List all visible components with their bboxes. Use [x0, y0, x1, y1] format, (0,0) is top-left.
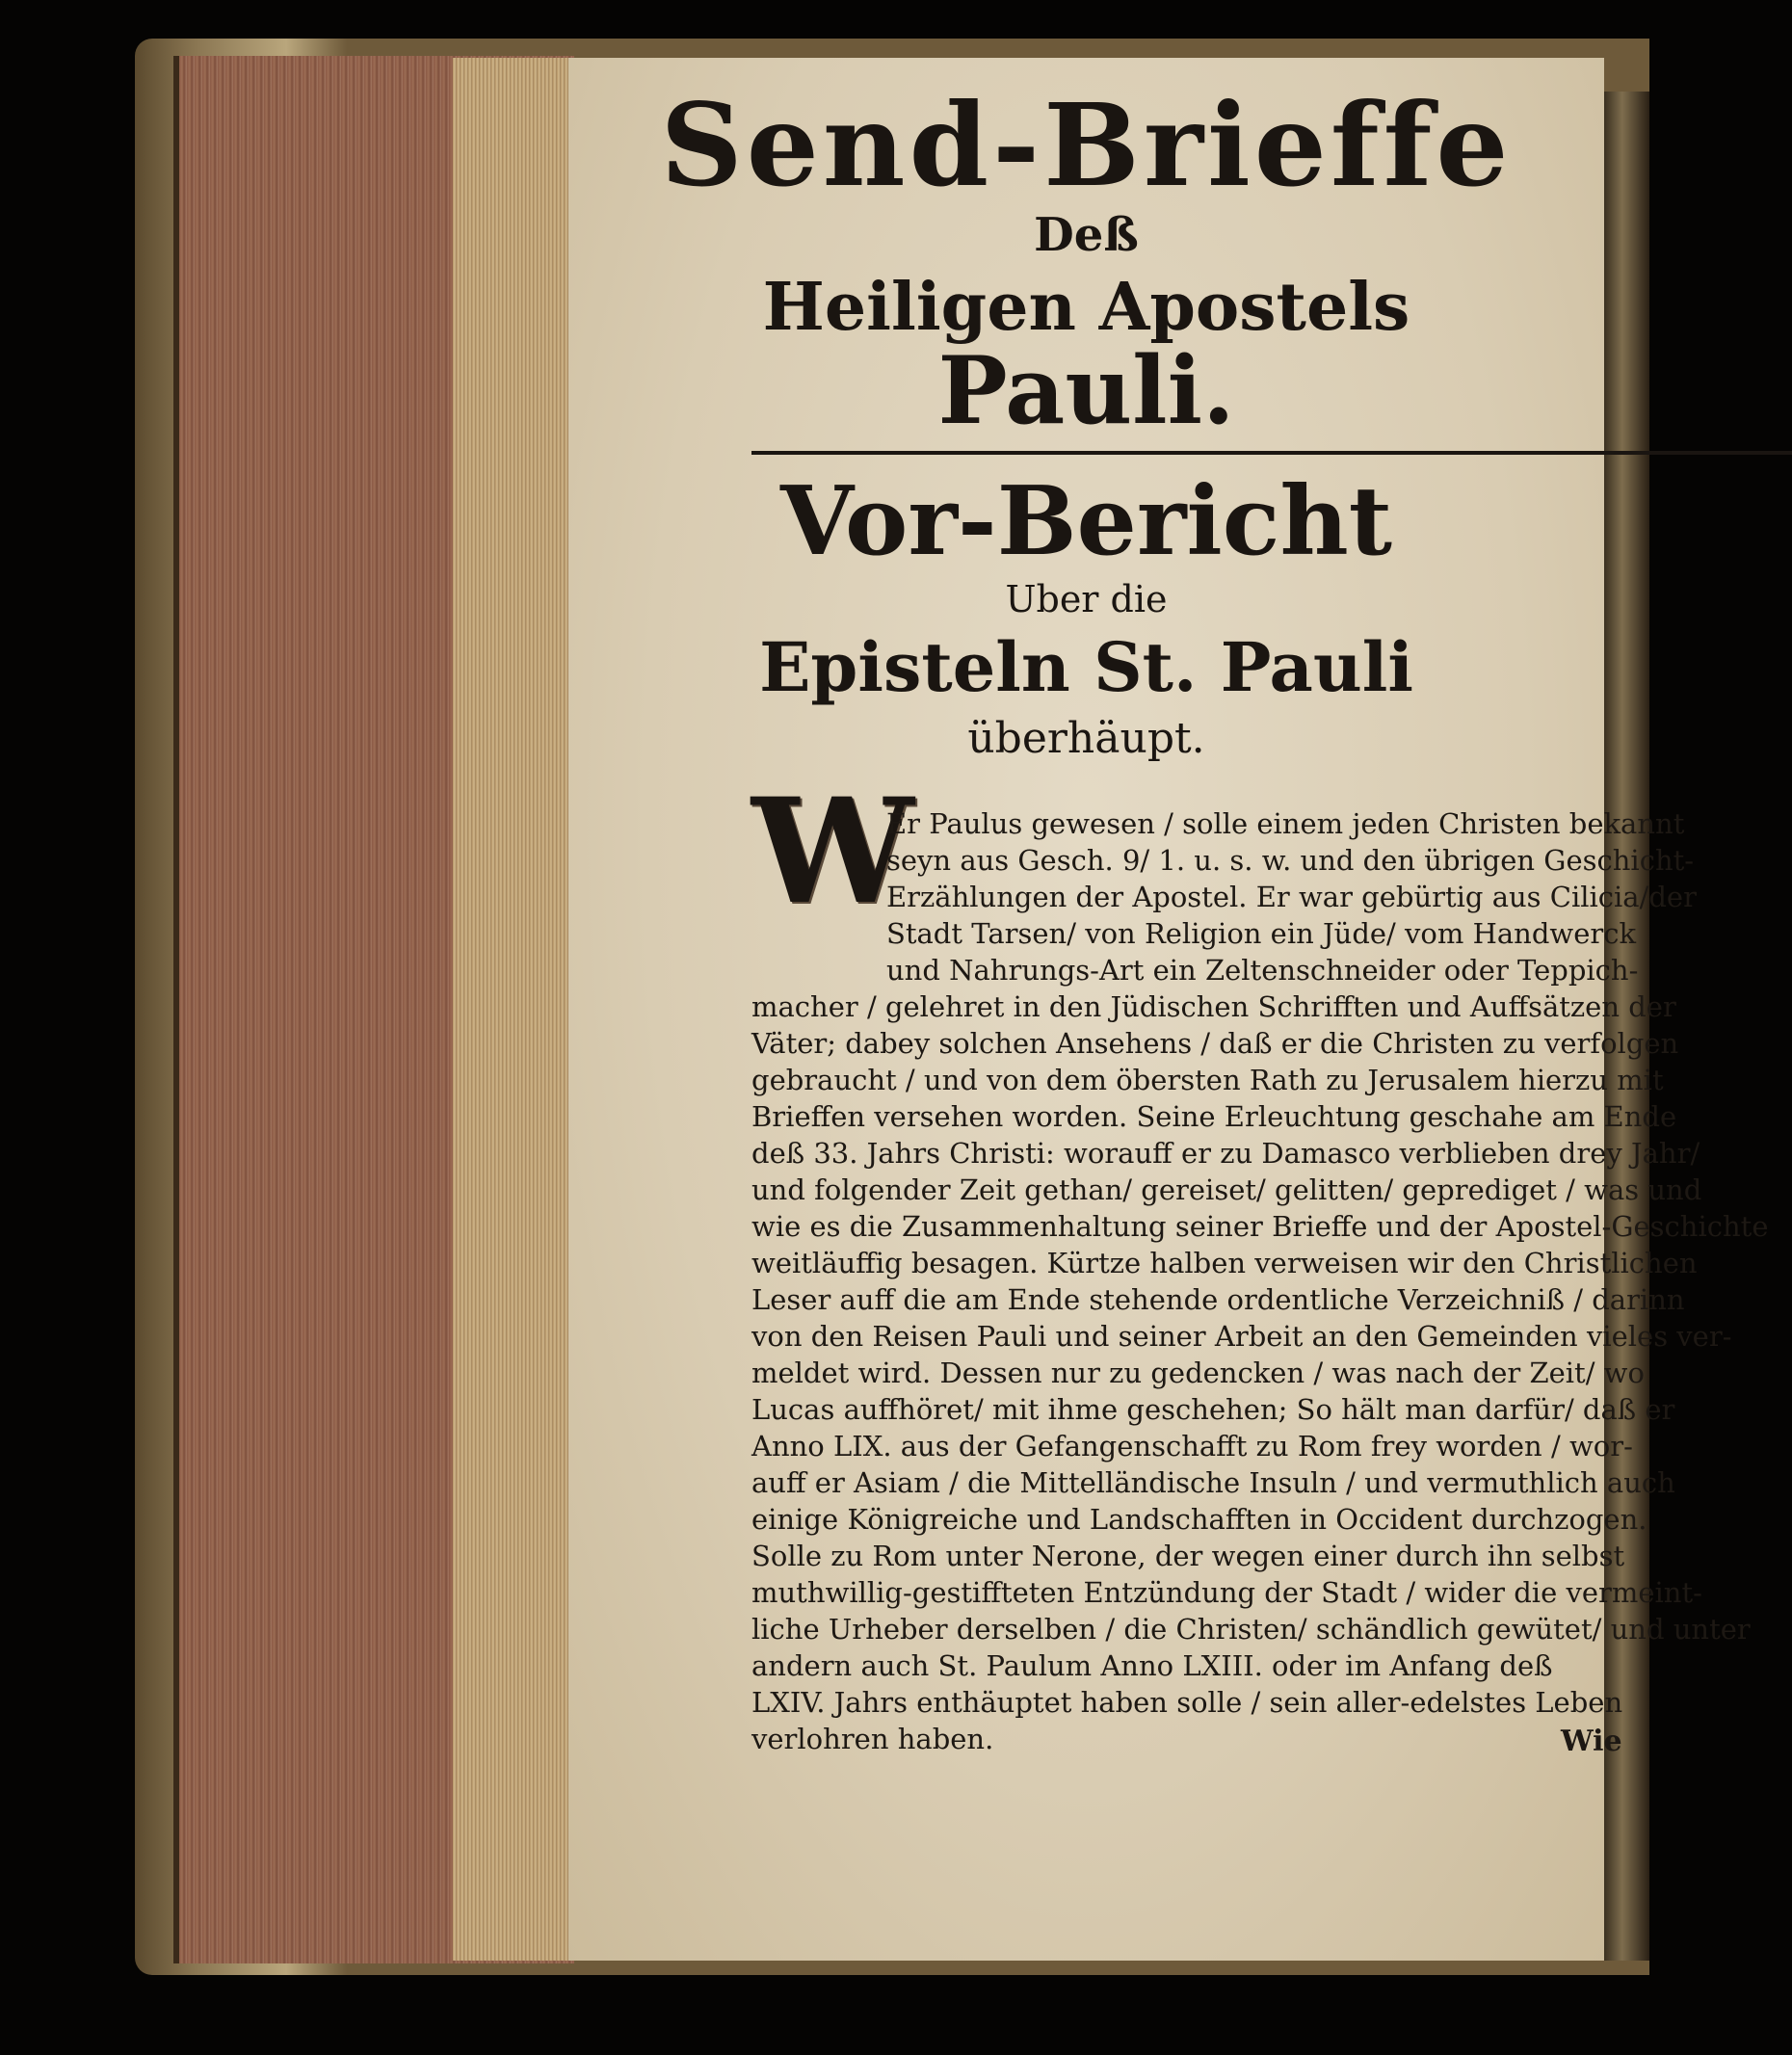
text-line: Erzählungen der Apostel. Er war gebürtig aus Cilicia/der [886, 881, 1697, 913]
gilt-page-edge [453, 58, 568, 1961]
title-des: Deß [1034, 208, 1139, 262]
page-content [568, 0, 1769, 2055]
title-divider [751, 451, 1792, 455]
text-line: liche Urheber derselben / die Christen/ schändlich gewütet/ und unter [751, 1613, 1751, 1646]
text-line: macher / gelehret in den Jüdischen Schrifften und Auffsätzen der [751, 990, 1676, 1023]
section-heading: Vor-Bericht [780, 466, 1392, 577]
text-line: andern auch St. Paulum Anno LXIII. oder im Anfang deß [751, 1649, 1553, 1682]
body-text [751, 805, 1782, 1757]
text-line: muthwillig-gestiffteten Entzündung der Stadt / wider die vermeint- [751, 1576, 1702, 1609]
section-subheading-episteln: Episteln St. Pauli [759, 627, 1413, 707]
text-line: auff er Asiam / die Mittelländische Insuln / und vermuthlich auch [751, 1466, 1675, 1499]
text-line: deß 33. Jahrs Christi: worauff er zu Damasco verblieben drey Jahr/ [751, 1137, 1700, 1170]
text-line: und Nahrungs-Art ein Zeltenschneider oder Teppich- [886, 954, 1639, 987]
text-line: meldet wird. Dessen nur zu gedencken / was nach der Zeit/ wo [751, 1357, 1645, 1389]
text-line: Anno LIX. aus der Gefangenschafft zu Rom frey worden / wor- [751, 1430, 1633, 1462]
text-line: Lucas auffhöret/ mit ihme geschehen; So hält man darfür/ daß er [751, 1393, 1675, 1426]
section-subheading-uberhaupt: überhäupt. [967, 714, 1205, 763]
text-line: weitläuffig besagen. Kürtze halben verweisen wir den Christlichen [751, 1247, 1698, 1279]
text-line: Stadt Tarsen/ von Religion ein Jüde/ vom Handwerck [886, 917, 1637, 950]
decorated-initial: W [751, 767, 914, 936]
text-line: wie es die Zusammenhaltung seiner Brieffe und der Apostel-Geschichte [751, 1210, 1769, 1243]
text-line: Väter; dabey solchen Ansehens / daß er die Christen zu verfolgen [751, 1027, 1679, 1060]
text-line: gebraucht / und von dem öbersten Rath zu Jerusalem hierzu mit [751, 1064, 1664, 1096]
title-heiligen: Heiligen Apostels [762, 269, 1410, 346]
section-subheading-uber: Uber die [1005, 578, 1168, 620]
title-pauli: Pauli. [937, 336, 1235, 445]
text-line: LXIV. Jahrs enthäuptet haben solle / sein aller-edelstes Leben [751, 1686, 1623, 1719]
catchword: Wie [1561, 1725, 1622, 1758]
text-line: seyn aus Gesch. 9/ 1. u. s. w. und den übrigen Geschicht- [886, 844, 1695, 877]
text-line: verlohren haben. [751, 1723, 994, 1755]
text-line: einige Königreiche und Landschafften in Occident durchzogen. [751, 1503, 1647, 1536]
text-line: Er Paulus gewesen / solle einem jeden Christen bekannt [886, 807, 1685, 840]
text-line: Leser auff die am Ende stehende ordentliche Verzeichniß / darinn [751, 1283, 1685, 1316]
page-title: Send-Brieffe [660, 78, 1513, 212]
text-line: Brieffen versehen worden. Seine Erleuchtung geschahe am Ende [751, 1100, 1677, 1133]
text-line: Solle zu Rom unter Nerone, der wegen einer durch ihn selbst [751, 1540, 1625, 1572]
text-line: von den Reisen Pauli und seiner Arbeit an den Gemeinden vieles ver- [751, 1320, 1732, 1353]
text-line: und folgender Zeit gethan/ gereiset/ gelitten/ geprediget / was und [751, 1173, 1702, 1206]
